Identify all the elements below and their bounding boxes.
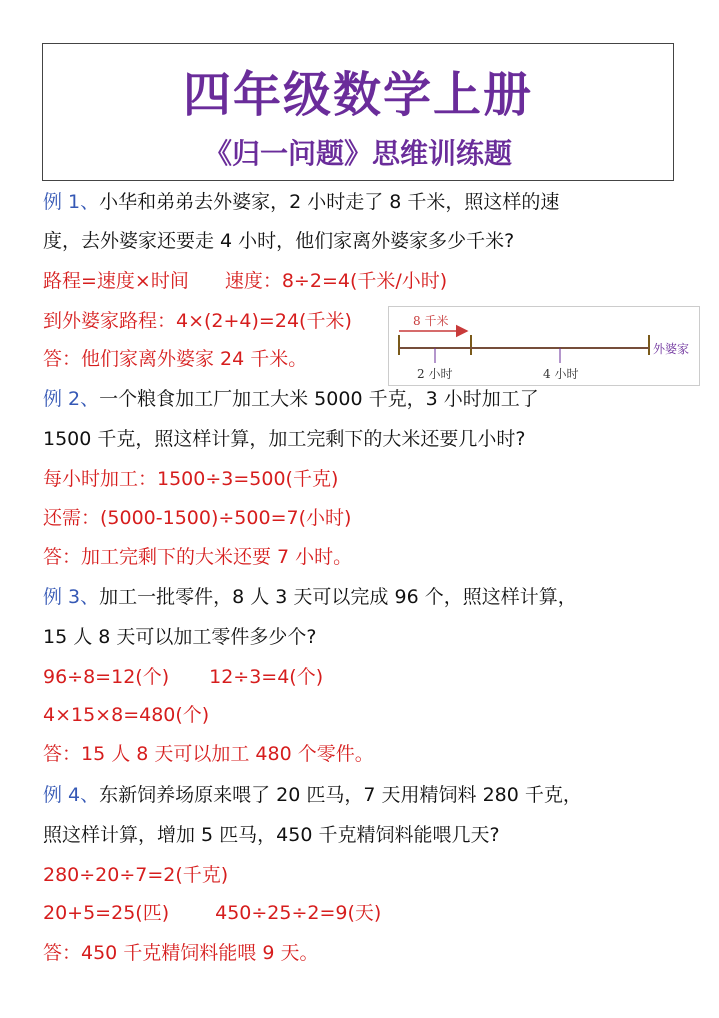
example-2-question-line-1: 例 2、一个粮食加工厂加工大米 5000 千克，3 小时加工了 (43, 388, 539, 410)
example-3-label: 例 3、 (43, 586, 100, 608)
example-1-solution-line-2: 到外婆家路程：4×(2+4)=24(千米) (43, 310, 352, 332)
example-1-question-line-2: 度，去外婆家还要走 4 小时，他们家离外婆家多少千米? (43, 230, 515, 252)
example-4-answer: 答：450 千克精饲料能喂 9 天。 (43, 942, 319, 964)
distance-label: 8 千米 (413, 314, 449, 328)
diagram-svg (389, 307, 701, 387)
example-4-question-line-2: 照这样计算，增加 5 匹马，450 千克精饲料能喂几天? (43, 824, 500, 846)
page-title: 四年级数学上册 (182, 67, 533, 123)
example-4-label: 例 4、 (43, 784, 100, 806)
title-box (42, 43, 674, 181)
segment-1-label: 2 小时 (417, 367, 453, 381)
example-1-question-line-1: 例 1、小华和弟弟去外婆家，2 小时走了 8 千米，照这样的速 (43, 191, 560, 213)
example-2-question-line-2: 1500 千克，照这样计算，加工完剩下的大米还要几小时? (43, 428, 526, 450)
example-3-question-line-1: 例 3、加工一批零件，8 人 3 天可以完成 96 个，照这样计算， (43, 586, 577, 608)
destination-label: 外婆家 (653, 342, 690, 356)
example-1-label: 例 1、 (43, 191, 100, 213)
example-1-answer: 答：他们家离外婆家 24 千米。 (43, 348, 308, 370)
example-4-solution-line-1: 280÷20÷7=2(千克) (43, 864, 229, 886)
example-4-solution-line-2: 20+5=25(匹) 450÷25÷2=9(天) (43, 902, 382, 924)
example-1-solution-line-1: 路程=速度×时间 速度：8÷2=4(千米/小时) (43, 270, 448, 292)
example-2-label: 例 2、 (43, 388, 100, 410)
segment-2-label: 4 小时 (543, 367, 579, 381)
example-3-question-line-2: 15 人 8 天可以加工零件多少个? (43, 626, 317, 648)
example-2-solution-line-1: 每小时加工：1500÷3=500(千克) (43, 468, 339, 490)
line-segment-diagram (388, 306, 700, 386)
example-3-solution-line-2: 4×15×8=480(个) (43, 704, 210, 726)
example-2-solution-line-2: 还需：(5000-1500)÷500=7(小时) (43, 507, 352, 529)
page-subtitle: 《归一问题》思维训练题 (203, 137, 512, 170)
example-3-solution-line-1: 96÷8=12(个) 12÷3=4(个) (43, 666, 324, 688)
example-4-question-line-1: 例 4、东新饲养场原来喂了 20 匹马，7 天用精饲料 280 千克， (43, 784, 582, 806)
example-3-answer: 答：15 人 8 天可以加工 480 个零件。 (43, 743, 374, 765)
example-2-answer: 答：加工完剩下的大米还要 7 小时。 (43, 546, 353, 568)
